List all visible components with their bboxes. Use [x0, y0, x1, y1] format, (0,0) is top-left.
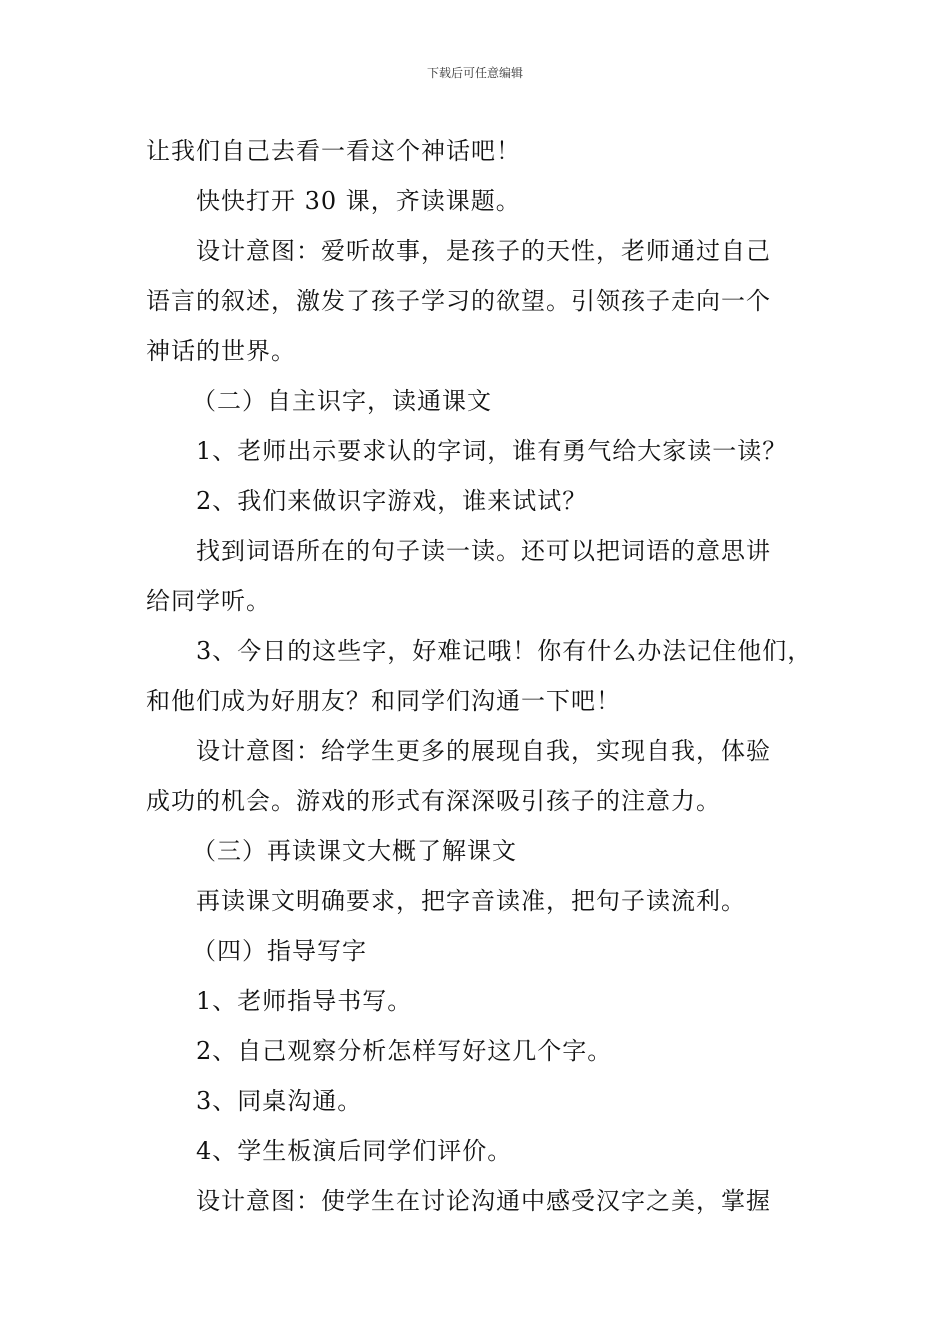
text-line: 成功的机会。游戏的形式有深深吸引孩子的注意力。	[146, 787, 721, 815]
text-line: 和他们成为好朋友？和同学们沟通一下吧！	[146, 687, 621, 715]
text-line: 语言的叙述，激发了孩子学习的欲望。引领孩子走向一个	[146, 287, 771, 315]
text-line: 再读课文明确要求，把字音读准，把句子读流利。	[196, 887, 746, 915]
body-text	[146, 126, 816, 1226]
text-line: 4、学生板演后同学们评价。	[196, 1137, 513, 1165]
text-line: 让我们自己去看一看这个神话吧！	[146, 137, 521, 165]
text-line: 给同学听。	[146, 587, 271, 615]
text-line: 1、老师指导书写。	[196, 987, 413, 1015]
text-line: 2、我们来做识字游戏，谁来试试？	[196, 487, 588, 515]
text-line: 设计意图：给学生更多的展现自我，实现自我，体验	[196, 737, 771, 765]
section-heading: （三）再读课文大概了解课文	[192, 837, 517, 865]
text-line: 2、自己观察分析怎样写好这几个字。	[196, 1037, 613, 1065]
section-heading: （二）自主识字，读通课文	[192, 387, 492, 415]
text-line: 1、老师出示要求认的字词，谁有勇气给大家读一读？	[196, 437, 788, 465]
text-line: 设计意图：爱听故事，是孩子的天性，老师通过自己	[196, 237, 771, 265]
text-line: 找到词语所在的句子读一读。还可以把词语的意思讲	[196, 537, 771, 565]
text-line: 3、今日的这些字，好难记哦！你有什么办法记住他们，	[196, 637, 813, 665]
text-line: 快快打开 30 课，齐读课题。	[196, 187, 521, 215]
text-line: 3、同桌沟通。	[196, 1087, 363, 1115]
text-line: 设计意图：使学生在讨论沟通中感受汉字之美，掌握	[196, 1187, 771, 1215]
page-header: 下载后可任意编辑	[426, 66, 523, 80]
text-line: 神话的世界。	[146, 337, 296, 365]
section-heading: （四）指导写字	[192, 937, 367, 965]
